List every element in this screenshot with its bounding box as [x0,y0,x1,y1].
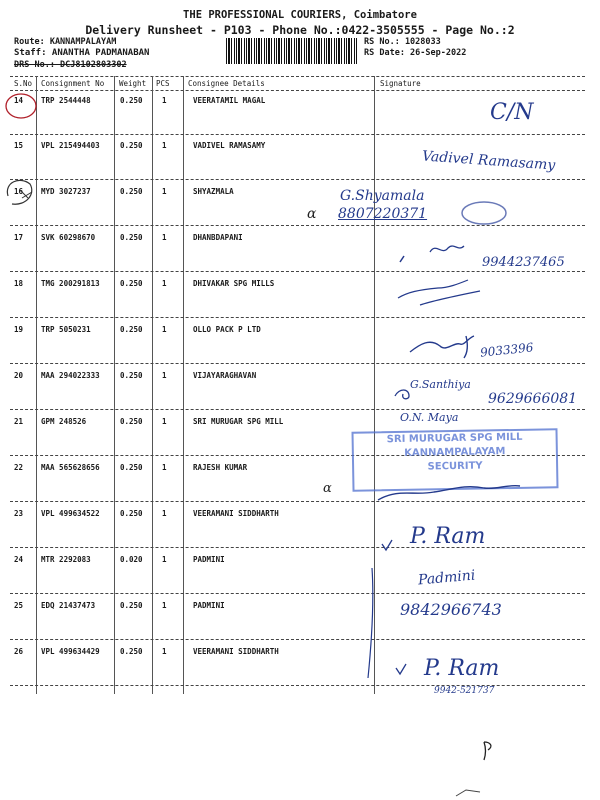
cell-weight: 0.250 [120,187,143,196]
cell-weight: 0.250 [120,279,143,288]
cell-weight: 0.250 [120,371,143,380]
signature-row16-phone: 8807220371 [338,206,428,222]
cell-sno: 26 [14,647,24,656]
cell-pcs: 1 [162,141,167,150]
cell-consignment: TMG 200291813 [41,279,100,288]
row16-faded-stamp [462,202,506,224]
signature-row26-phone: 9942-521737 [434,686,495,696]
cell-consignment: MAA 294022333 [41,371,100,380]
cell-sno: 20 [14,371,24,380]
cell-consignment: TRP 5050231 [41,325,91,334]
cell-weight: 0.250 [120,509,143,518]
signature-row20-phone: 9629666081 [488,391,578,407]
cell-weight: 0.250 [120,141,143,150]
page-mark [484,742,491,760]
row17-tamil-signature [430,246,464,252]
row17-tick-mark [400,256,404,262]
cell-weight: 0.250 [120,463,143,472]
signature-row23: P. Ram [410,524,486,549]
cell-pcs: 1 [162,96,167,105]
signature-row25-phone: 9842966743 [400,600,502,619]
cell-pcs: 1 [162,417,167,426]
cell-consignment: VPL 499634429 [41,647,100,656]
bottom-scribble [456,790,480,796]
cell-consignment: MAA 565628656 [41,463,100,472]
signature-row20-name: G.Santhiya [410,378,471,391]
cell-pcs: 1 [162,187,167,196]
cell-pcs: 1 [162,601,167,610]
rs-number: RS No.: 1028033 [364,37,441,47]
rs-date: RS Date: 26-Sep-2022 [364,48,467,58]
cell-sno: 17 [14,233,24,242]
cell-weight: 0.250 [120,601,143,610]
cell-consignee: DHIVAKAR SPG MILLS [193,279,275,288]
row16-circle-scribble [7,180,31,204]
route-label: Route: KANNAMPALAYAM [14,37,117,47]
cell-weight: 0.020 [120,555,143,564]
row23-tick-mark [382,540,392,550]
col-header-consignee: Consignee Details [188,79,265,88]
cell-consignee: PADMINI [193,601,225,610]
cell-consignment: VPL 499634522 [41,509,100,518]
runsheet-title: Delivery Runsheet - P103 - Phone No.:0422-3505555 - Page No.:2 [85,23,515,37]
row22-signature [378,486,520,500]
cell-weight: 0.250 [120,647,143,656]
cell-consignee: VEERAMANI SIDDHARTH [193,647,279,656]
cell-consignee: VEERATAMIL MAGAL [193,96,266,105]
tick-mark-icon: α [307,206,317,222]
cell-pcs: 1 [162,325,167,334]
cell-consignment: MYD 3027237 [41,187,91,196]
signature-row14: C/N [490,100,534,125]
signature-row24: Padmini [417,567,476,589]
cell-consignment: GPM 248526 [41,417,87,426]
col-header-consignment: Consignment No [41,79,105,88]
cell-consignment: TRP 2544448 [41,96,91,105]
row19-signature [410,336,474,358]
signature-row19-phone: 9033396 [479,340,535,360]
cell-sno: 18 [14,279,24,288]
cell-weight: 0.250 [120,96,143,105]
cell-sno: 14 [14,96,24,105]
cell-consignee: SRI MURUGAR SPG MILL [193,417,284,426]
drs-number: DRS No.: DCJ8102803302 [14,60,127,70]
col-header-signature: Signature [380,79,421,88]
cell-consignee: RAJESH KUMAR [193,463,248,472]
row20-g-mark [395,390,409,399]
cell-weight: 0.250 [120,325,143,334]
col-header-sno: S.No [14,79,33,88]
cell-consignment: EDQ 21437473 [41,601,96,610]
cell-consignee: SHYAZMALA [193,187,234,196]
cell-consignee: OLLO PACK P LTD [193,325,261,334]
cell-pcs: 1 [162,371,167,380]
cell-consignment: SVK 60298670 [41,233,96,242]
cell-sno: 15 [14,141,24,150]
signature-row17-phone: 9944237465 [482,255,565,270]
cell-consignee: PADMINI [193,555,225,564]
cell-pcs: 1 [162,463,167,472]
stamp-line-3: SECURITY [427,460,483,473]
cell-sno: 24 [14,555,24,564]
cell-pcs: 1 [162,279,167,288]
signature-row26: P. Ram [424,656,500,681]
signature-row16-name: G.Shyamala [340,188,425,204]
staff-label: Staff: ANANTHA PADMANABAN [14,48,150,58]
cell-pcs: 1 [162,647,167,656]
col-header-weight: Weight [119,79,147,88]
row14-circle-mark [6,94,36,118]
cell-weight: 0.250 [120,417,143,426]
cell-consignment: MTR 2292083 [41,555,91,564]
cell-sno: 22 [14,463,24,472]
cell-consignee: VADIVEL RAMASAMY [193,141,266,150]
row26-tick-mark [396,664,406,674]
cell-pcs: 1 [162,555,167,564]
cell-sno: 21 [14,417,24,426]
signature-row15: Vadivel Ramasamy [421,148,556,174]
stamp-line-2: KANNAMPALAYAM [404,446,506,459]
col-header-pcs: PCS [156,79,170,88]
stamp-line-1: SRI MURUGAR SPG MILL [386,431,523,446]
cell-consignee: VEERAMANI SIDDHARTH [193,509,279,518]
cell-sno: 19 [14,325,24,334]
cell-sno: 23 [14,509,24,518]
cell-consignment: VPL 215494403 [41,141,100,150]
cell-pcs: 1 [162,509,167,518]
cell-consignee: DHANBDAPANI [193,233,243,242]
row18-signature [398,280,480,305]
margin-stroke [368,568,373,678]
cell-sno: 16 [14,187,24,196]
company-title: THE PROFESSIONAL COURIERS, Coimbatore [183,9,417,21]
cell-weight: 0.250 [120,233,143,242]
cell-consignee: VIJAYARAGHAVAN [193,371,257,380]
cell-pcs: 1 [162,233,167,242]
cell-sno: 25 [14,601,24,610]
tick-mark-icon: α [323,481,332,496]
signature-row21: O.N. Maya [400,411,459,424]
